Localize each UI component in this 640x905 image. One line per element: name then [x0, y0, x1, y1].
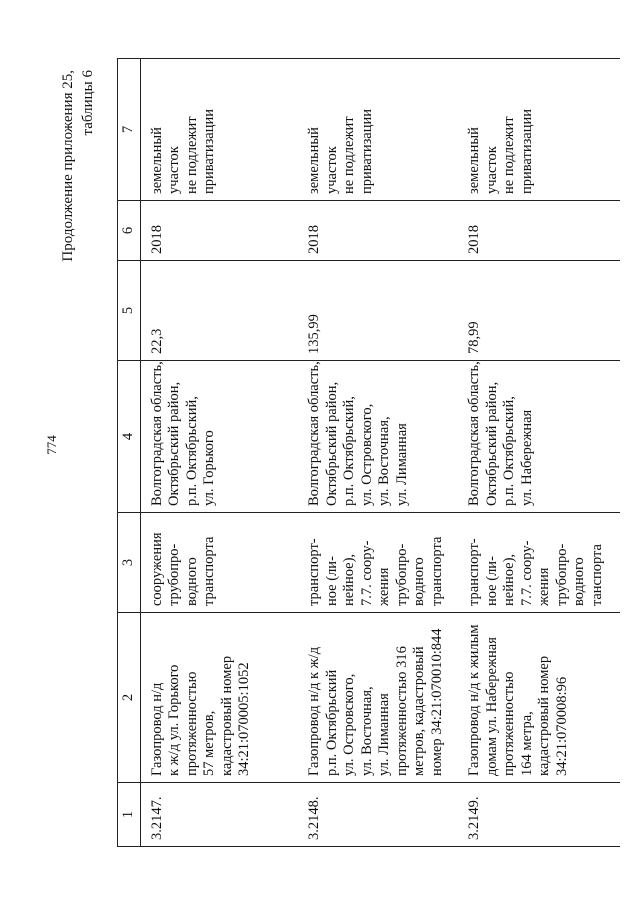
- cell-line: ул. Лиманная: [376, 693, 392, 776]
- cell-line: транспорт-: [306, 538, 322, 606]
- object-name-cell: [140, 613, 300, 783]
- cell-line: приватизации: [201, 108, 217, 194]
- cell-line: ул. Набережная: [518, 409, 535, 506]
- cell-line: Волгоградская область,: [148, 361, 165, 506]
- cell-line: нейное),: [501, 553, 517, 606]
- cell-line: 57 метров,: [201, 710, 217, 776]
- object-name-cell: [300, 613, 460, 783]
- address-cell: [140, 361, 300, 513]
- cell-line: Октябрьский район,: [323, 381, 340, 506]
- cell-line: транспорта: [201, 536, 217, 606]
- cell-line: 164 метра,: [518, 711, 535, 776]
- cell-line: домам ул. Набережная: [483, 637, 500, 776]
- cell-line: номер 34:21:070010:844: [428, 628, 445, 776]
- cell-line: трубопро-: [553, 543, 570, 606]
- cell-line: земельный: [306, 127, 322, 194]
- category-cell: [460, 59, 620, 201]
- cell-line: жения: [376, 567, 392, 606]
- continuation-line-2: таблицы 6: [80, 70, 96, 136]
- cell-line: Волгоградская область,: [466, 361, 482, 506]
- cell-line: трубопро-: [166, 543, 182, 606]
- table-row: [300, 59, 460, 847]
- cell-line: ное (ли-: [323, 556, 340, 606]
- column-number: 2: [118, 613, 141, 783]
- cell-line: ул. Восточная,: [358, 686, 375, 776]
- cell-line: нейное),: [341, 553, 357, 606]
- cell-line: ул. Восточная,: [376, 416, 392, 506]
- cell-line: р.п. Октябрьский,: [341, 396, 357, 506]
- column-number: 4: [118, 361, 141, 513]
- cell-line: Газопровод н/д: [148, 682, 165, 776]
- cell-line: транспорт-: [466, 538, 482, 606]
- cell-line: Октябрьский район,: [166, 381, 182, 506]
- table-body: [140, 59, 620, 847]
- column-number-row: [118, 59, 141, 847]
- cell-line: р.п. Октябрьский,: [501, 396, 517, 506]
- continuation-note: [58, 70, 98, 262]
- column-number: 6: [118, 201, 141, 261]
- cell-line: Газопровод н/д к жилым: [466, 624, 482, 776]
- cell-line: протяженностью: [501, 671, 517, 776]
- continuation-line-1: Продолжение приложения 25,: [60, 70, 76, 262]
- cell-line: земельный: [466, 127, 482, 194]
- cell-line: р.п. Октябрьский,: [183, 396, 200, 506]
- cell-line: ул. Горького: [201, 430, 217, 506]
- cell-line: трубопро-: [393, 543, 410, 606]
- area-cell: 135,99: [300, 261, 460, 361]
- page-number: 774: [44, 435, 59, 455]
- row-number-cell: 3.2149.: [460, 783, 620, 847]
- cell-line: Октябрьский район,: [483, 381, 500, 506]
- cell-line: участок: [483, 146, 500, 194]
- column-number: 3: [118, 513, 141, 613]
- area-cell: 22,3: [140, 261, 300, 361]
- column-number: 1: [118, 783, 141, 847]
- year-cell: 2018: [140, 201, 300, 261]
- cell-line: водного: [571, 557, 587, 606]
- cell-line: кадастровый номер: [536, 655, 552, 776]
- cell-line: участок: [166, 146, 182, 194]
- column-number: 5: [118, 261, 141, 361]
- cell-line: земельный: [148, 127, 165, 194]
- cell-line: Газопровод н/д к ж/д: [306, 646, 322, 776]
- cell-line: к ж/д ул. Горького: [166, 664, 182, 776]
- cell-line: кадастровый номер: [218, 655, 235, 776]
- cell-line: не подлежит: [183, 116, 200, 194]
- cell-line: водного: [411, 557, 427, 606]
- cell-line: р.п. Октябрьский: [323, 669, 340, 776]
- address-cell: [300, 361, 460, 513]
- cell-line: 7.7. соору-: [358, 540, 375, 606]
- cell-line: ул. Лиманная: [393, 423, 410, 506]
- cell-line: сооружения: [148, 532, 165, 606]
- cell-line: транспорта: [428, 536, 445, 606]
- cell-line: Волгоградская область,: [306, 361, 322, 506]
- cell-line: приватизации: [358, 108, 375, 194]
- purpose-cell: [460, 513, 620, 613]
- row-number-cell: 3.2147.: [140, 783, 300, 847]
- row-number-cell: 3.2148.: [300, 783, 460, 847]
- cell-line: водного: [183, 557, 200, 606]
- purpose-cell: [140, 513, 300, 613]
- object-name-cell: [460, 613, 620, 783]
- area-cell: 78,99: [460, 261, 620, 361]
- purpose-cell: [300, 513, 460, 613]
- cell-line: приватизации: [518, 108, 535, 194]
- cell-line: 7.7. соору-: [518, 540, 535, 606]
- cell-line: тaнспорта: [588, 544, 605, 606]
- cell-line: ное (ли-: [483, 556, 500, 606]
- cell-line: ул. Островского,: [358, 403, 375, 506]
- cell-line: ул. Островского,: [341, 673, 357, 776]
- property-register-table: [117, 58, 620, 847]
- address-cell: [460, 361, 620, 513]
- cell-line: не подлежит: [341, 116, 357, 194]
- cell-line: участок: [323, 146, 340, 194]
- table-row: [460, 59, 620, 847]
- table-row: [140, 59, 300, 847]
- cell-line: метров, кадастровый: [411, 646, 427, 776]
- cell-line: не подлежит: [501, 116, 517, 194]
- cell-line: протяженностью: [183, 671, 200, 776]
- cell-line: 34:21:070008:96: [553, 676, 570, 776]
- year-cell: 2018: [460, 201, 620, 261]
- year-cell: 2018: [300, 201, 460, 261]
- cell-line: 34:21:070005:1052: [236, 662, 252, 776]
- cell-line: протяженностью 316: [393, 646, 410, 776]
- category-cell: [140, 59, 300, 201]
- cell-line: жения: [536, 567, 552, 606]
- column-number: 7: [118, 59, 141, 201]
- category-cell: [300, 59, 460, 201]
